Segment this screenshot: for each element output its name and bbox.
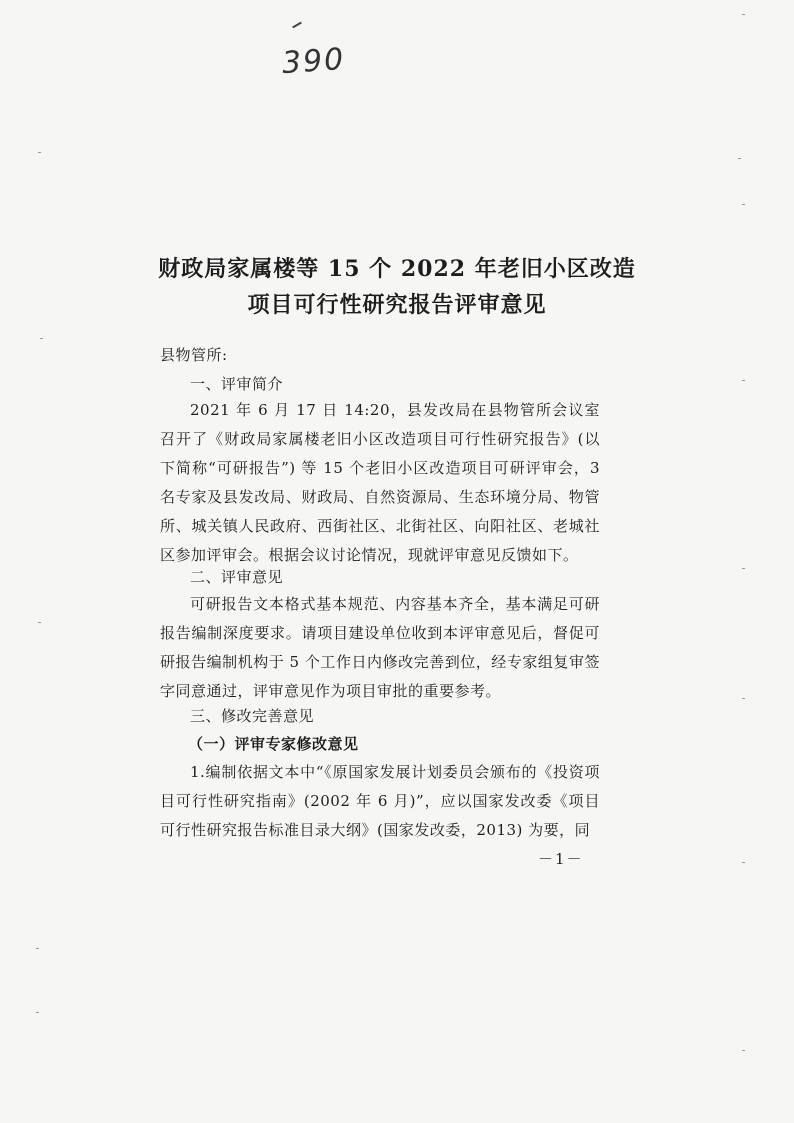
handwritten-page-number: 390 bbox=[280, 41, 347, 82]
item1-body: 1.编制依据文本中“《原国家发展计划委员会颁布的《投资项目可行性研究指南》(2002 年 6 月)”，应以国家发改委《项目可行性研究报告标准目录大纲》(国家发改委，2013) 为要，同 bbox=[160, 763, 600, 839]
section1-body: 2021 年 6 月 17 日 14:20，县发改局在县物管所会议室召开了《财政局家属楼老旧小区改造项目可行性研究报告》(以下简称“可研报告”) 等 15 个老旧小区改造项目可研评审会，3 名专家及县发改局、财政局、自然资源局、生态环境分局、物管所、城关镇人民政府、西街社区、北街社区、向阳社区、老城社区参加评审会。根据会议讨论情况，现就评审意见反馈如下。 bbox=[160, 401, 600, 564]
addressee: 县物管所: bbox=[160, 346, 228, 364]
section2-heading: 二、评审意见 bbox=[190, 568, 284, 586]
subsection1-heading: （一）评审专家修改意见 bbox=[188, 735, 359, 753]
page-number: －1－ bbox=[538, 850, 584, 868]
section2-body: 可研报告文本格式基本规范、内容基本齐全，基本满足可研报告编制深度要求。请项目建设单位收到本评审意见后，督促可研报告编制机构于 5 个工作日内修改完善到位，经专家组复审签字同意通过，评审意见作为项目审批的重要参考。 bbox=[160, 595, 600, 700]
document-title-line1: 财政局家属楼等 15 个 2022 年老旧小区改造 bbox=[158, 256, 636, 282]
section3-heading: 三、修改完善意见 bbox=[190, 707, 315, 725]
section1-heading: 一、评审简介 bbox=[190, 375, 284, 393]
handwritten-mark bbox=[292, 22, 302, 29]
document-title-line2: 项目可行性研究报告评审意见 bbox=[247, 292, 547, 318]
